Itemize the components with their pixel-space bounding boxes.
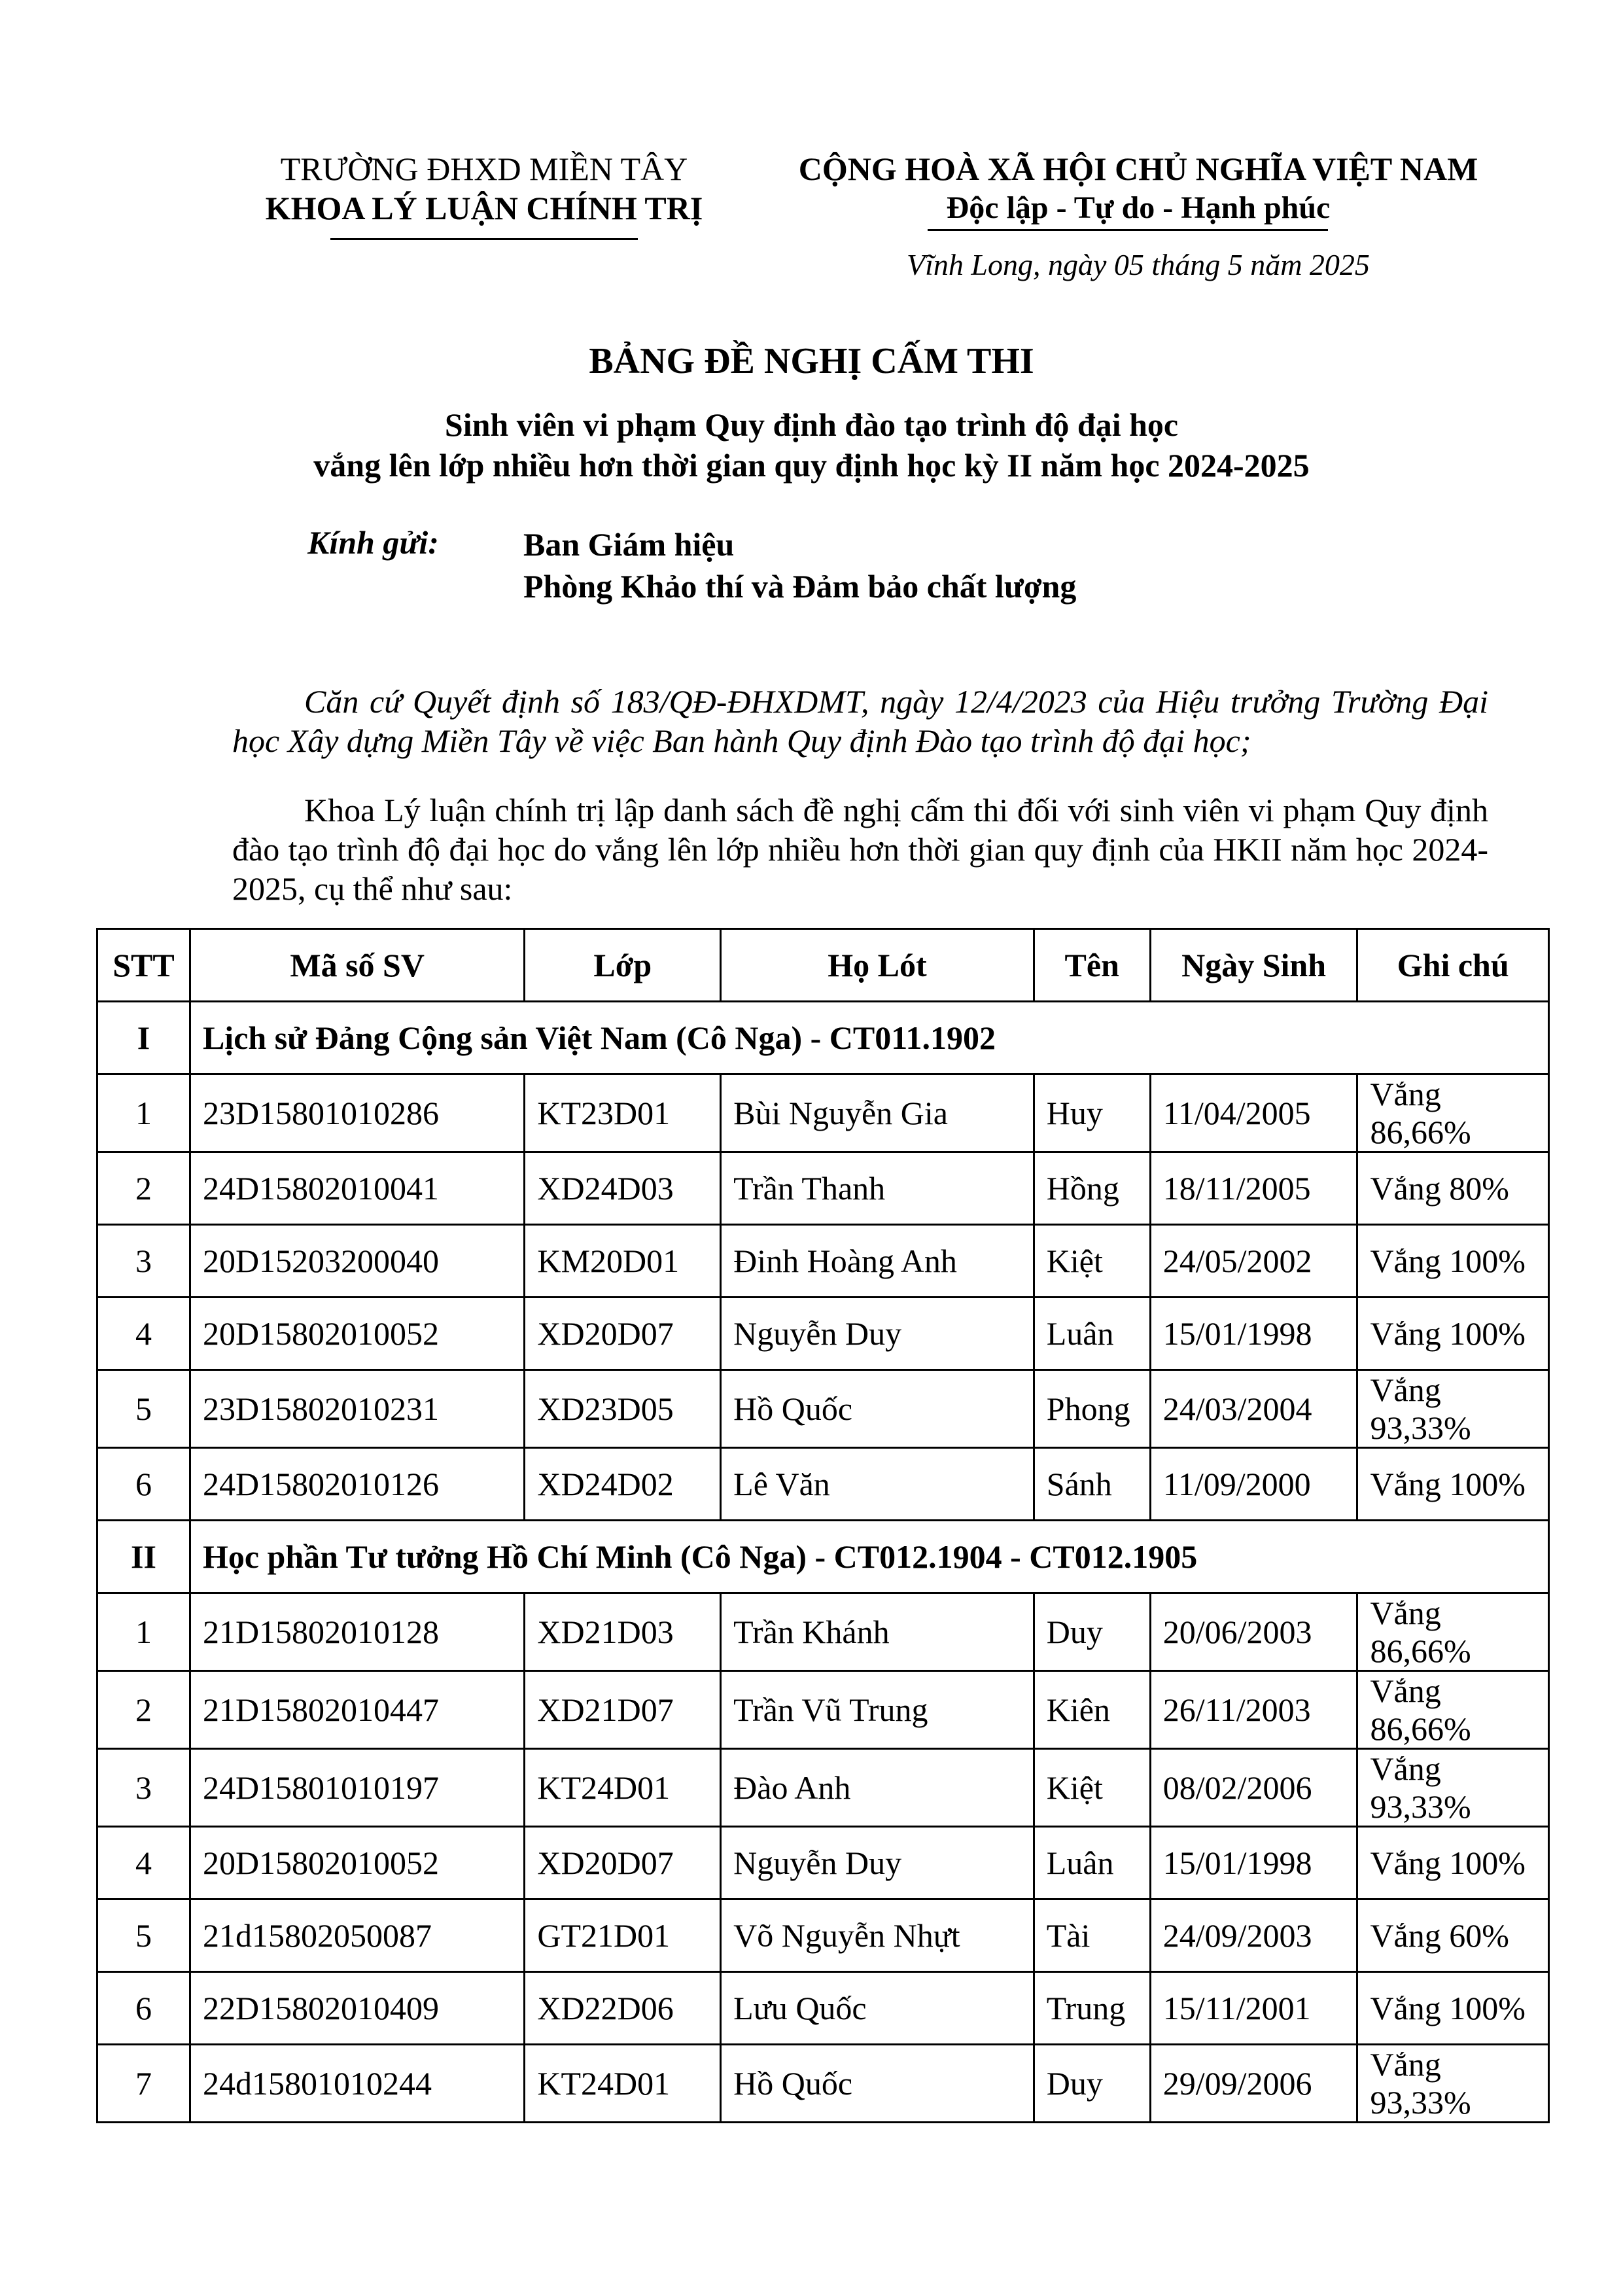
cell-first-name: Trung — [1034, 1972, 1150, 2045]
cell-class: KM20D01 — [525, 1225, 721, 1298]
cell-first-name: Kiệt — [1034, 1225, 1150, 1298]
recipient-1: Ban Giám hiệu — [523, 526, 735, 563]
cell-class: XD24D03 — [525, 1152, 721, 1225]
cell-stt: 4 — [97, 1827, 190, 1899]
faculty-name: KHOA LÝ LUẬN CHÍNH TRỊ — [265, 190, 703, 226]
cell-last-middle-name: Nguyễn Duy — [721, 1827, 1034, 1899]
cell-first-name: Kiệt — [1034, 1749, 1150, 1827]
cell-note: Vắng 93,33% — [1357, 1749, 1549, 1827]
cell-student-id: 20D15802010052 — [190, 1827, 524, 1899]
cell-last-middle-name: Nguyễn Duy — [721, 1298, 1034, 1370]
table-row — [97, 1749, 1549, 1827]
table-row — [97, 1448, 1549, 1521]
cell-student-id: 21D15802010128 — [190, 1593, 524, 1671]
cell-note: Vắng 100% — [1357, 1972, 1549, 2045]
cell-class: KT24D01 — [525, 1749, 721, 1827]
cell-stt: 6 — [97, 1448, 190, 1521]
header-birth-date: Ngày Sinh — [1150, 929, 1357, 1002]
cell-first-name: Hồng — [1034, 1152, 1150, 1225]
cell-class: XD20D07 — [525, 1298, 721, 1370]
cell-last-middle-name: Hồ Quốc — [721, 1370, 1034, 1448]
cell-student-id: 23D15801010286 — [190, 1074, 524, 1152]
cell-birth-date: 08/02/2006 — [1150, 1749, 1357, 1827]
cell-note: Vắng 100% — [1357, 1827, 1549, 1899]
header-student-id: Mã số SV — [190, 929, 524, 1002]
cell-note: Vắng 86,66% — [1357, 1593, 1549, 1671]
cell-stt: 3 — [97, 1749, 190, 1827]
cell-stt: 5 — [97, 1899, 190, 1972]
header-last-middle-name: Họ Lót — [721, 929, 1034, 1002]
cell-stt: 6 — [97, 1972, 190, 2045]
cell-birth-date: 24/09/2003 — [1150, 1899, 1357, 1972]
section-row — [97, 1002, 1549, 1074]
cell-note: Vắng 86,66% — [1357, 1671, 1549, 1749]
cell-class: XD21D03 — [525, 1593, 721, 1671]
cell-birth-date: 24/03/2004 — [1150, 1370, 1357, 1448]
section-title: Lịch sử Đảng Cộng sản Việt Nam (Cô Nga) - CT011.1902 — [190, 1002, 1548, 1074]
cell-student-id: 24D15802010041 — [190, 1152, 524, 1225]
cell-student-id: 23D15802010231 — [190, 1370, 524, 1448]
legal-basis-paragraph: Căn cứ Quyết định số 183/QĐ-ĐHXDMT, ngày 12/4/2023 của Hiệu trưởng Trường Đại học Xây dựng Miền Tây về việc Ban hành Quy định Đào tạo trình độ đại học; — [232, 683, 1488, 759]
cell-birth-date: 18/11/2005 — [1150, 1152, 1357, 1225]
cell-first-name: Duy — [1034, 1593, 1150, 1671]
cell-note: Vắng 100% — [1357, 1298, 1549, 1370]
cell-note: Vắng 100% — [1357, 1225, 1549, 1298]
cell-class: GT21D01 — [525, 1899, 721, 1972]
cell-first-name: Huy — [1034, 1074, 1150, 1152]
cell-birth-date: 15/11/2001 — [1150, 1972, 1357, 2045]
cell-last-middle-name: Trần Vũ Trung — [721, 1671, 1034, 1749]
cell-last-middle-name: Võ Nguyễn Nhựt — [721, 1899, 1034, 1972]
cell-student-id: 24D15801010197 — [190, 1749, 524, 1827]
cell-note: Vắng 93,33% — [1357, 2045, 1549, 2123]
cell-note: Vắng 93,33% — [1357, 1370, 1549, 1448]
section-row — [97, 1521, 1549, 1593]
cell-student-id: 22D15802010409 — [190, 1972, 524, 2045]
document-subtitle — [0, 404, 1623, 486]
cell-first-name: Luân — [1034, 1298, 1150, 1370]
cell-first-name: Duy — [1034, 2045, 1150, 2123]
cell-stt: 3 — [97, 1225, 190, 1298]
table-row — [97, 1972, 1549, 2045]
cell-stt: 5 — [97, 1370, 190, 1448]
cell-birth-date: 15/01/1998 — [1150, 1298, 1357, 1370]
section-number: II — [97, 1521, 190, 1593]
document-title: BẢNG ĐỀ NGHỊ CẤM THI — [589, 341, 1034, 381]
cell-last-middle-name: Bùi Nguyễn Gia — [721, 1074, 1034, 1152]
cell-birth-date: 15/01/1998 — [1150, 1827, 1357, 1899]
cell-last-middle-name: Đào Anh — [721, 1749, 1034, 1827]
section-title: Học phần Tư tưởng Hồ Chí Minh (Cô Nga) - CT012.1904 - CT012.1905 — [190, 1521, 1548, 1593]
cell-class: XD21D07 — [525, 1671, 721, 1749]
header-first-name: Tên — [1034, 929, 1150, 1002]
cell-stt: 2 — [97, 1152, 190, 1225]
cell-class: XD20D07 — [525, 1827, 721, 1899]
header-stt: STT — [97, 929, 190, 1002]
cell-birth-date: 24/05/2002 — [1150, 1225, 1357, 1298]
cell-last-middle-name: Lưu Quốc — [721, 1972, 1034, 2045]
cell-note: Vắng 80% — [1357, 1152, 1549, 1225]
cell-student-id: 21d15802050087 — [190, 1899, 524, 1972]
cell-class: KT24D01 — [525, 2045, 721, 2123]
nation-motto: Độc lập - Tự do - Hạnh phúc — [946, 190, 1331, 225]
cell-student-id: 24d15801010244 — [190, 2045, 524, 2123]
table-row — [97, 1225, 1549, 1298]
table-row — [97, 1370, 1549, 1448]
cell-student-id: 24D15802010126 — [190, 1448, 524, 1521]
cell-student-id: 20D15802010052 — [190, 1298, 524, 1370]
cell-last-middle-name: Trần Thanh — [721, 1152, 1034, 1225]
table-row — [97, 2045, 1549, 2123]
cell-first-name: Sánh — [1034, 1448, 1150, 1521]
cell-birth-date: 11/04/2005 — [1150, 1074, 1357, 1152]
cell-last-middle-name: Hồ Quốc — [721, 2045, 1034, 2123]
cell-stt: 1 — [97, 1074, 190, 1152]
cell-class: XD24D02 — [525, 1448, 721, 1521]
cell-first-name: Phong — [1034, 1370, 1150, 1448]
cell-student-id: 21D15802010447 — [190, 1671, 524, 1749]
cell-class: KT23D01 — [525, 1074, 721, 1152]
recipients-list — [523, 523, 1076, 607]
cell-stt: 2 — [97, 1671, 190, 1749]
table-row — [97, 1827, 1549, 1899]
header-note: Ghi chú — [1357, 929, 1549, 1002]
cell-birth-date: 26/11/2003 — [1150, 1671, 1357, 1749]
banned-students-table — [96, 928, 1550, 2123]
table-header-row — [97, 929, 1549, 1002]
cell-first-name: Luân — [1034, 1827, 1150, 1899]
intro-paragraph: Khoa Lý luận chính trị lập danh sách đề nghị cấm thi đối với sinh viên vi phạm Quy định đào tạo trình độ đại học do vắng lên lớp nhiều hơn thời gian quy định của HKII năm học 2024-2025, cụ thể như sau: — [232, 792, 1488, 907]
cell-class: XD23D05 — [525, 1370, 721, 1448]
cell-class: XD22D06 — [525, 1972, 721, 2045]
table-row — [97, 1074, 1549, 1152]
nation-title: CỘNG HOÀ XÃ HỘI CHỦ NGHĨA VIỆT NAM — [798, 150, 1478, 187]
table-row — [97, 1899, 1549, 1972]
subtitle-line-1: Sinh viên vi phạm Quy định đào tạo trình độ đại học — [444, 406, 1179, 443]
organization-header — [232, 149, 736, 228]
cell-birth-date: 29/09/2006 — [1150, 2045, 1357, 2123]
faculty-underline — [330, 238, 638, 240]
motto-underline — [928, 229, 1328, 231]
table-row — [97, 1593, 1549, 1671]
cell-stt: 1 — [97, 1593, 190, 1671]
subtitle-line-2: vắng lên lớp nhiều hơn thời gian quy định học kỳ II năm học 2024-2025 — [313, 447, 1310, 484]
header-class: Lớp — [525, 929, 721, 1002]
cell-last-middle-name: Trần Khánh — [721, 1593, 1034, 1671]
cell-note: Vắng 60% — [1357, 1899, 1549, 1972]
cell-first-name: Kiên — [1034, 1671, 1150, 1749]
cell-stt: 4 — [97, 1298, 190, 1370]
cell-last-middle-name: Đinh Hoàng Anh — [721, 1225, 1034, 1298]
recipients-label: Kính gửi: — [307, 524, 439, 561]
cell-stt: 7 — [97, 2045, 190, 2123]
recipient-2: Phòng Khảo thí và Đảm bảo chất lượng — [523, 568, 1077, 605]
cell-birth-date: 11/09/2000 — [1150, 1448, 1357, 1521]
cell-last-middle-name: Lê Văn — [721, 1448, 1034, 1521]
table-row — [97, 1298, 1549, 1370]
cell-birth-date: 20/06/2003 — [1150, 1593, 1357, 1671]
cell-note: Vắng 86,66% — [1357, 1074, 1549, 1152]
document-date: Vĩnh Long, ngày 05 tháng 5 năm 2025 — [907, 248, 1370, 281]
section-number: I — [97, 1002, 190, 1074]
cell-note: Vắng 100% — [1357, 1448, 1549, 1521]
national-header — [752, 149, 1524, 228]
table-row — [97, 1671, 1549, 1749]
cell-first-name: Tài — [1034, 1899, 1150, 1972]
cell-student-id: 20D15203200040 — [190, 1225, 524, 1298]
school-name: TRƯỜNG ĐHXD MIỀN TÂY — [280, 150, 688, 187]
table-row — [97, 1152, 1549, 1225]
